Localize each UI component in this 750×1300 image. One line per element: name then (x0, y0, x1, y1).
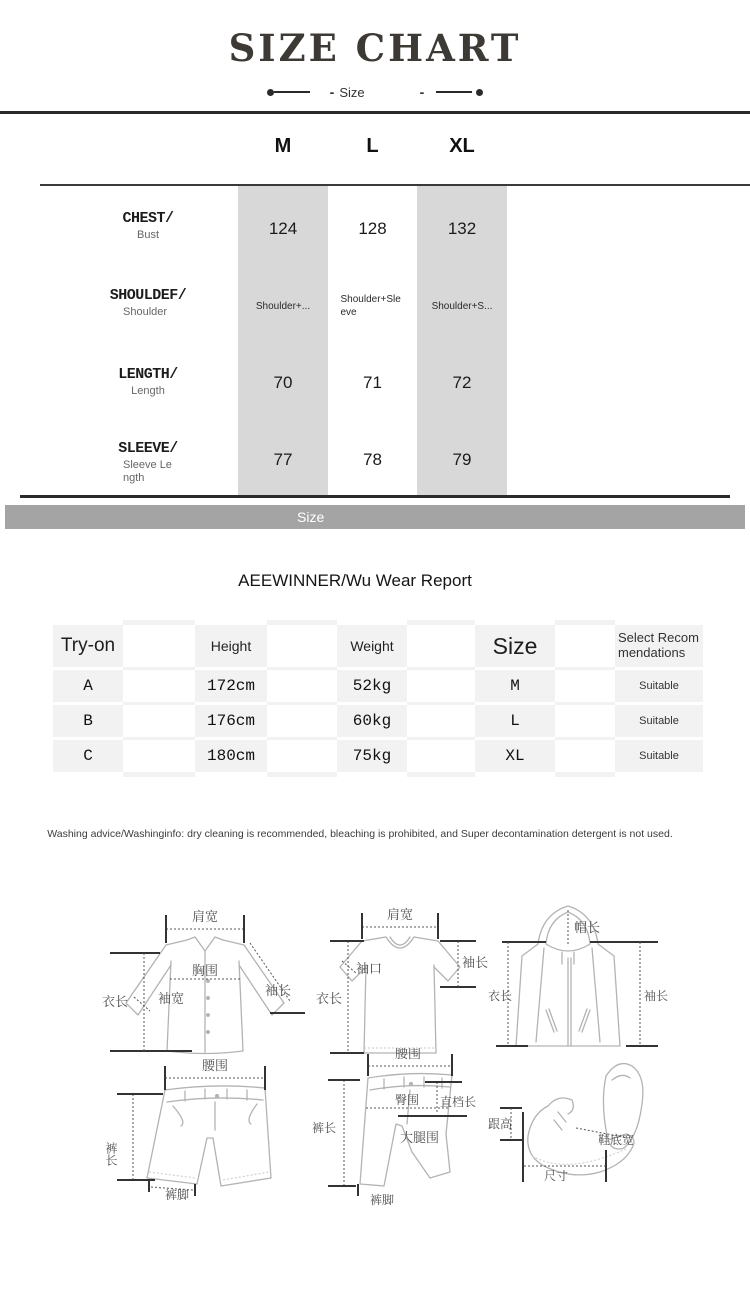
wear-report-heading: AEEWINNER/Wu Wear Report (238, 571, 472, 590)
page-title: SIZE CHART (228, 26, 522, 70)
row-label-sleeve: SLEEVE/ Sleeve Length (118, 440, 178, 485)
sleeve-length-label: 袖长 (644, 989, 669, 1003)
deco-dash-left: - (329, 84, 335, 100)
cell-size-a: M (475, 670, 555, 702)
heel-height-label: 跟高 (488, 1117, 513, 1131)
header-weight: Weight (337, 625, 407, 667)
shorts-outline (147, 1086, 271, 1186)
deco-dot-right (476, 89, 483, 96)
size-banner-label: Size (297, 509, 325, 525)
sole-stitch-line (532, 1148, 628, 1164)
cell-weight-b: 60kg (337, 705, 407, 737)
cell-chest-xl: 132 (447, 219, 477, 238)
divider-top (0, 111, 750, 114)
size-banner (5, 505, 745, 529)
header-size: Size (475, 625, 555, 667)
table-row-b (53, 705, 703, 737)
cell-length-xl: 72 (452, 373, 472, 392)
hoodie-diagram (488, 898, 673, 1066)
title-decoration (0, 84, 750, 100)
shirt-outline (126, 937, 284, 1054)
deco-dot-left (267, 89, 274, 96)
cell-recommendation-b: Suitable (615, 705, 703, 737)
row-label-shoulder: SHOULDEF/ Shoulder (109, 287, 187, 318)
row-label-length: LENGTH/ Length (118, 366, 178, 397)
cell-length-m: 70 (273, 373, 293, 392)
table-row-a (53, 670, 703, 702)
garment-length-label: 衣长 (316, 991, 343, 1006)
garment-length-label: 衣长 (102, 994, 129, 1009)
deco-line-left (274, 91, 310, 93)
size-col-header-l: L (366, 135, 379, 157)
cell-sleeve-l: 78 (363, 450, 382, 469)
table-header-row (53, 625, 703, 667)
length-measure-bars (117, 1094, 163, 1180)
cell-shoulder-xl: Shoulder+S... (431, 301, 493, 312)
cell-recommendation-c: Suitable (615, 740, 703, 772)
deco-line-right (436, 91, 472, 93)
wear-report-table (53, 620, 703, 777)
sleeve-length-label: 袖长 (462, 955, 489, 970)
table-row-c (53, 740, 703, 772)
waist-label: 腰围 (394, 1048, 422, 1061)
waist-label: 腰围 (201, 1058, 229, 1073)
deco-dash-right: - (419, 84, 425, 100)
header-height: Height (195, 625, 267, 667)
cell-chest-m: 124 (268, 219, 298, 238)
cell-sleeve-xl: 79 (452, 450, 472, 469)
cell-sleeve-m: 77 (273, 450, 293, 469)
rise-label: 直档长 (440, 1095, 477, 1109)
cell-length-l: 71 (363, 373, 382, 392)
cell-tryon-b: B (53, 705, 123, 737)
shoulder-width-label: 肩宽 (191, 909, 219, 924)
shoes-outline (528, 1064, 643, 1175)
pants-diagram (312, 1048, 497, 1208)
cell-chest-l: 128 (358, 219, 387, 238)
tshirt-outline (340, 937, 460, 1053)
size-col-header-m: M (274, 135, 292, 157)
cell-height-c: 180cm (195, 740, 267, 772)
title-subtitle: Size (339, 84, 365, 100)
cuff-label: 袖口 (356, 961, 383, 976)
hood-length-label: 帽长 (574, 920, 601, 935)
thigh-label: 大腿围 (400, 1130, 440, 1145)
header-recommendations: Select Recommendations (615, 625, 703, 667)
cell-recommendation-a: Suitable (615, 670, 703, 702)
row-label-chest: CHEST/ Bust (122, 210, 174, 241)
cell-tryon-a: A (53, 670, 123, 702)
divider-bottom (20, 495, 730, 498)
header-try-on: Try-on (53, 625, 123, 667)
shoe-size-label: 尺寸 (544, 1169, 569, 1183)
cell-tryon-c: C (53, 740, 123, 772)
cell-shoulder-m: Shoulder+... (255, 301, 311, 312)
chest-label: 胸围 (191, 963, 219, 978)
hem-label: 裤脚 (164, 1188, 190, 1200)
hem-stitch-lines (149, 1172, 269, 1180)
table-strip (53, 772, 703, 777)
shirt-diagram (100, 903, 315, 1063)
cell-size-b: L (475, 705, 555, 737)
pants-length-label: 裤长 (312, 1121, 337, 1135)
hem-label: 裤脚 (370, 1193, 395, 1207)
sole-width-label: 鞋底宽 (598, 1133, 635, 1147)
hip-label: 臀围 (394, 1093, 420, 1107)
shorts-diagram (103, 1058, 303, 1200)
tshirt-diagram (312, 903, 490, 1063)
size-col-header-xl: XL (449, 135, 475, 157)
pants-length-label: 裤长 (104, 1142, 118, 1166)
washing-advice: Washing advice/Washinginfo: dry cleaning is recommended, bleaching is prohibited, and Super decontamination detergent is not used. (47, 828, 673, 840)
shoes-diagram (488, 1052, 668, 1202)
sleeve-length-label: 袖长 (265, 983, 292, 998)
cell-height-b: 176cm (195, 705, 267, 737)
cell-shoulder-l: Shoulder+Sleeve (340, 294, 401, 318)
cell-weight-a: 52kg (337, 670, 407, 702)
divider-header (40, 184, 750, 186)
sleeve-width-label: 袖宽 (158, 991, 185, 1006)
cell-size-c: XL (475, 740, 555, 772)
cell-height-a: 172cm (195, 670, 267, 702)
garment-length-label: 衣长 (488, 989, 513, 1003)
cell-weight-c: 75kg (337, 740, 407, 772)
shoulder-width-label: 肩宽 (386, 907, 414, 922)
